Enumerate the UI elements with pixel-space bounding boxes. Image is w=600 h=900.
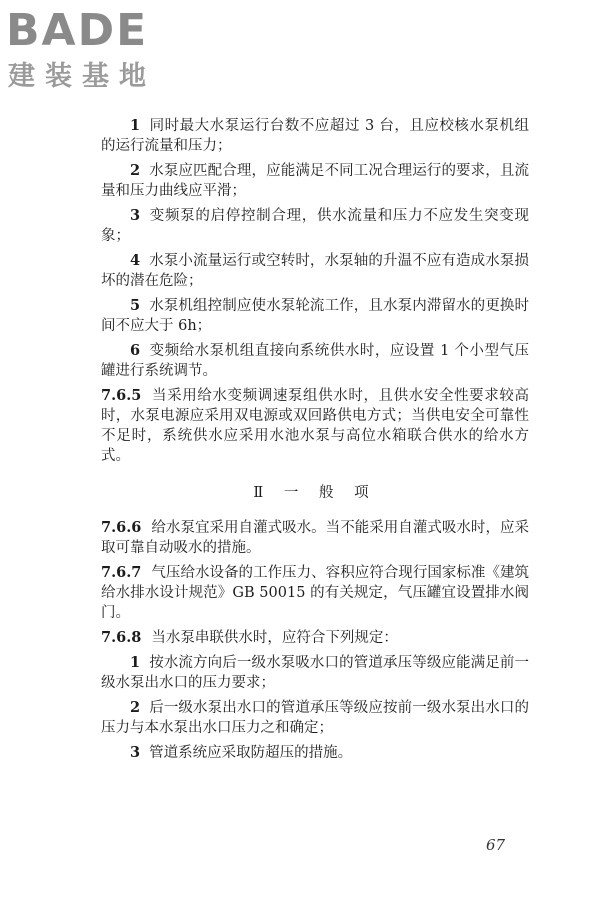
- list-item: [101, 296, 529, 336]
- clause-7-6-8: [101, 628, 529, 648]
- list-item: [101, 341, 529, 381]
- logo-brand: BADE: [6, 5, 149, 56]
- clause-text: 当水泵串联供水时，应符合下列规定：: [151, 630, 398, 646]
- logo: [6, 6, 178, 98]
- item-text: 变频泵的启停控制合理，供水流量和压力不应发生突变现象；: [101, 208, 529, 244]
- clause-number: 7.6.7: [101, 564, 142, 581]
- list-item: [101, 116, 529, 156]
- item-number: 2: [130, 699, 141, 716]
- item-text: 水泵机组控制应使水泵轮流工作，且水泵内滞留水的更换时间不应大于 6h；: [101, 298, 529, 334]
- item-number: 1: [130, 654, 141, 671]
- item-text: 水泵小流量运行或空转时，水泵轴的升温不应有造成水泵损坏的潜在危险；: [101, 253, 529, 289]
- clause-number: 7.6.6: [101, 519, 142, 536]
- item-number: 2: [130, 162, 141, 179]
- section-title: Ⅱ 一 般 项: [253, 485, 377, 501]
- list-item: [101, 653, 529, 693]
- item-number: 5: [130, 297, 141, 314]
- item-text: 管道系统应采取防超压的措施。: [149, 745, 353, 761]
- item-number: 4: [130, 252, 141, 269]
- item-number: 6: [130, 342, 141, 359]
- item-text: 同时最大水泵运行台数不应超过 3 台，且应校核水泵机组的运行流量和压力；: [101, 118, 529, 154]
- clause-number: 7.6.5: [101, 387, 142, 404]
- clause-7-6-5: [101, 386, 529, 466]
- page-number: 67: [486, 836, 506, 854]
- list-item: [101, 206, 529, 246]
- logo-subtitle: 建装基地: [8, 61, 156, 92]
- item-text: 按水流方向后一级水泵吸水口的管道承压等级应能满足前一级水泵出水口的压力要求；: [101, 655, 529, 691]
- item-number: 3: [130, 744, 141, 761]
- item-text: 变频给水泵机组直接向系统供水时，应设置 1 个小型气压罐进行系统调节。: [101, 343, 529, 379]
- list-item: [101, 161, 529, 201]
- item-number: 3: [130, 207, 141, 224]
- clause-text: 当采用给水变频调速泵组供水时，且供水安全性要求较高时，水泵电源应采用双电源或双回路供电方式；当供电安全可靠性不足时，系统供水应采用水池水泵与高位水箱联合供水的给水方式。: [101, 388, 529, 464]
- clause-text: 气压给水设备的工作压力、容积应符合现行国家标准《建筑给水排水设计规范》GB 50015 的有关规定，气压罐宜设置排水阀门。: [101, 565, 529, 621]
- list-item: [101, 743, 529, 763]
- list-item: [101, 251, 529, 291]
- clause-number: 7.6.8: [101, 629, 142, 646]
- document-body: [101, 116, 529, 768]
- clause-text: 给水泵宜采用自灌式吸水。当不能采用自灌式吸水时，应采取可靠自动吸水的措施。: [101, 520, 529, 556]
- list-item: [101, 698, 529, 738]
- clause-7-6-6: [101, 518, 529, 558]
- item-number: 1: [130, 117, 141, 134]
- item-text: 水泵应匹配合理，应能满足不同工况合理运行的要求，且流量和压力曲线应平滑；: [101, 163, 529, 199]
- item-text: 后一级水泵出水口的管道承压等级应按前一级水泵出水口的压力与本水泵出水口压力之和确定；: [101, 700, 529, 736]
- clause-7-6-7: [101, 563, 529, 623]
